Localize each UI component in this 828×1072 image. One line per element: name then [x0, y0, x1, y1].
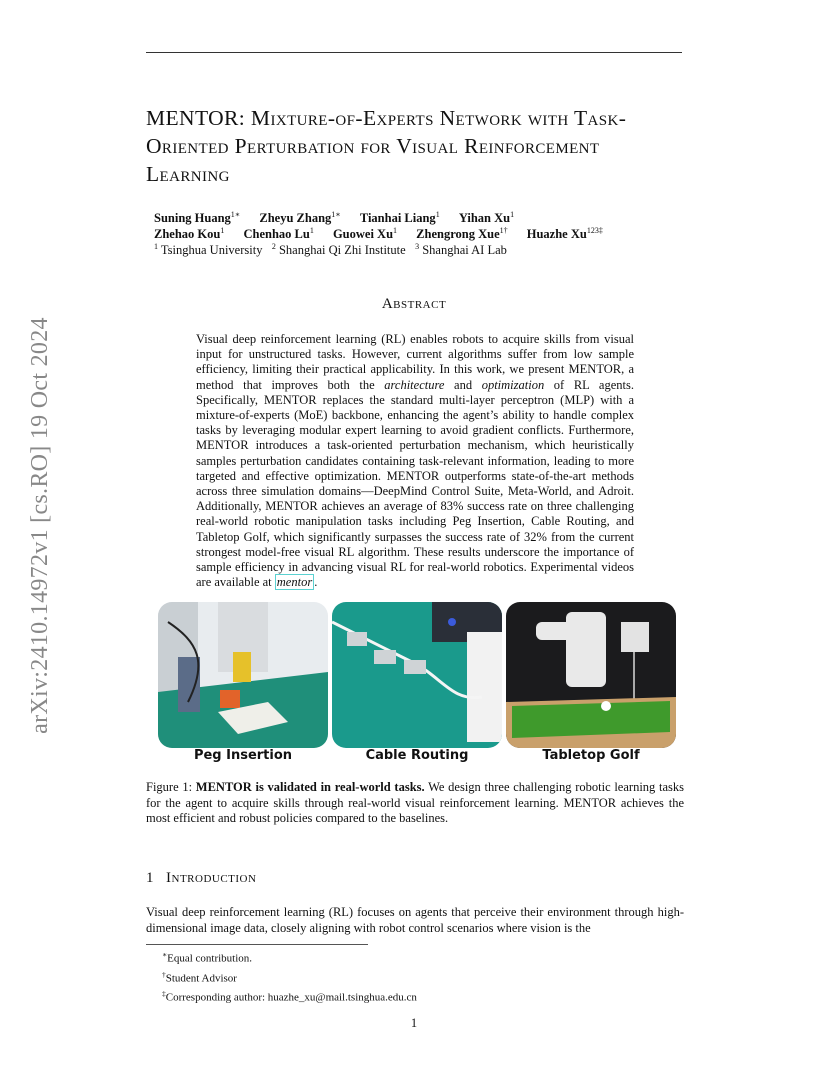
- author-row: [154, 210, 674, 226]
- header-rule: [146, 52, 682, 53]
- peg-insertion-photo: [158, 602, 328, 748]
- author: Zhehao Kou$^1$: [154, 225, 225, 241]
- author-row: [154, 226, 674, 242]
- paper-title: MENTOR: Mixture-of-Experts Network with Task-Oriented Perturbation for Visual Reinforcement Learning: [146, 106, 627, 186]
- panel-label: Tabletop Golf: [542, 748, 640, 763]
- cable-routing-photo: [332, 602, 502, 748]
- footnote: ‡Corresponding author: huazhe_xu@mail.tsinghua.edu.cn: [162, 989, 417, 1004]
- author-block: [154, 210, 674, 258]
- author: Zhengrong Xue$^{1\dagger}$: [416, 225, 508, 241]
- intro-paragraph: Visual deep reinforcement learning (RL) focuses on agents that perceive their environment through high-dimensional image data, closely aligning with robot control scenarios where vision is the: [146, 905, 684, 935]
- section-heading: 1 Introduction: [146, 870, 257, 886]
- author: Yihan Xu$^1$: [458, 209, 515, 225]
- footnotes: [162, 947, 417, 1006]
- figure-caption: Figure 1: MENTOR is validated in real-world tasks. We design three challenging robotic learning tasks for the agent to acquire skills through real-world visual reinforcement learning. MENTOR achieves the most efficient and robust policies compared to the baselines.: [146, 780, 684, 825]
- author: Zheyu Zhang$^{1∗}$: [259, 209, 341, 225]
- tabletop-golf-photo: [506, 602, 676, 748]
- author: Guowei Xu$^1$: [332, 225, 398, 241]
- figure-1: [158, 602, 678, 772]
- affiliation-row: $^1$ Tsinghua University $^2$ Shanghai Qi Zhi Institute $^3$ Shanghai AI Lab: [154, 241, 507, 257]
- author: Tianhai Liang$^1$: [359, 209, 440, 225]
- arxiv-stamp: [22, 290, 58, 760]
- page-number: 1: [410, 1016, 418, 1030]
- footnote-rule: [146, 944, 368, 945]
- affiliation: Shanghai AI Lab: [422, 243, 507, 257]
- author: Suning Huang$^{1∗}$: [154, 209, 241, 225]
- panel-label: Peg Insertion: [193, 748, 293, 763]
- affiliation: Tsinghua University: [160, 243, 263, 257]
- author: Huazhe $Xu^{123\ddagger}$: [526, 225, 603, 241]
- footnote: ∗Equal contribution.: [162, 950, 253, 965]
- abstract-heading: Abstract: [381, 296, 447, 312]
- abstract-body: Visual deep reinforcement learning (RL) enables robots to acquire skills from visual input for unstructured tasks. However, current algorithms suffer from low sample efficiency, limiting their practical applicability. In this work, we present MENTOR, a method that improves both the architecture and optimization of RL agents. Specifically, MENTOR replaces the standard multi-layer perceptron (MLP) with a mixture-of-experts (MoE) backbone, enhancing the agent’s ability to handle complex tasks by leveraging modular expert learning to avoid gradient conflicts. Furthermore, MENTOR introduces a task-oriented perturbation mechanism, which heuristically samples perturbation candidates containing task-relevant information, leading to more targeted and effective optimization. MENTOR outperforms state-of-the-art methods across three simulation domains—DeepMind Control Suite, Meta-World, and Adroit. Additionally, MENTOR achieves an average of 83% success rate on three challenging real-world robotic manipulation tasks including Peg Insertion, Cable Routing, and Tabletop Golf, which significantly surpasses the success rate of 32% from the current strongest model-free visual RL algorithm. These results underscore the importance of sample efficiency in advancing visual RL for real-world robotics. Experimental videos are available at mentor .: [196, 332, 634, 590]
- author: Chenhao Lu$^1$: [243, 225, 314, 241]
- affiliation: Shanghai Qi Zhi Institute: [278, 243, 406, 257]
- arxiv-stamp-text: arXiv:2410.14972v1 [cs.RO] 19 Oct 2024: [26, 316, 53, 734]
- footnote: †Student Advisor: [162, 969, 237, 985]
- project-link[interactable]: mentor: [276, 575, 313, 590]
- panel-label: Cable Routing: [365, 748, 469, 763]
